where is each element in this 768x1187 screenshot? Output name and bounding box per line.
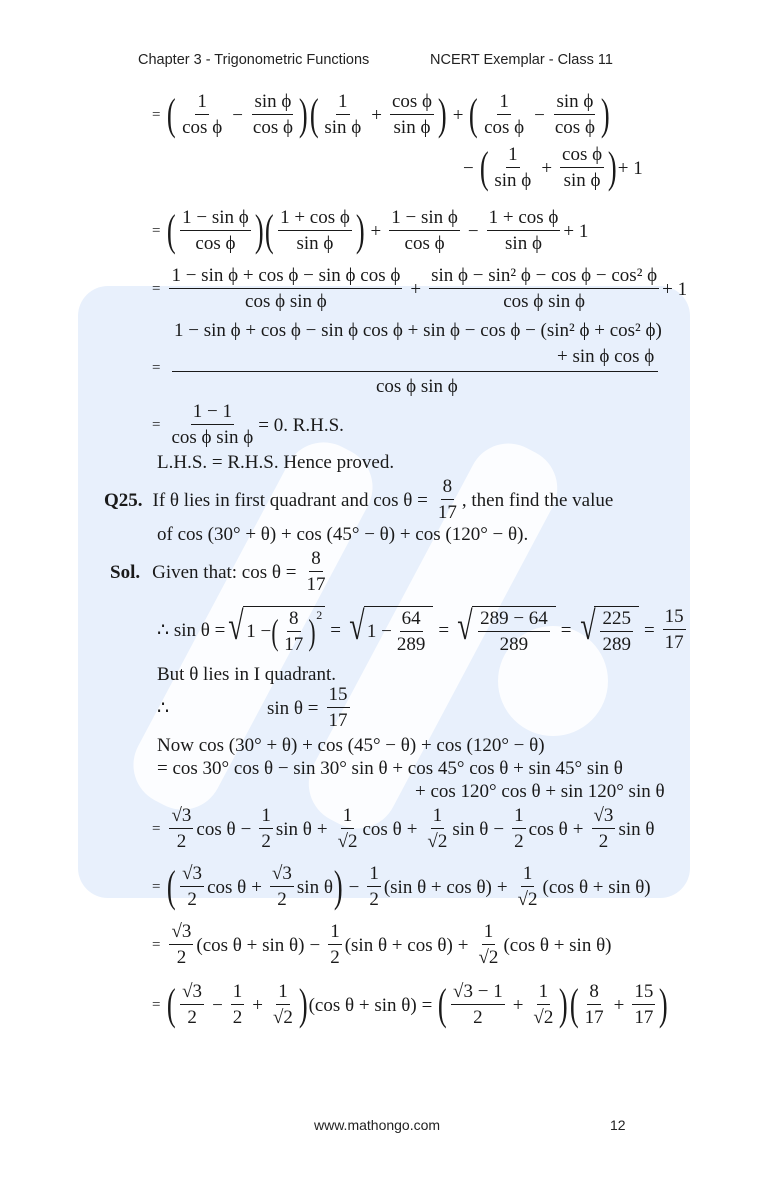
book-title: NCERT Exemplar - Class 11 <box>430 52 613 68</box>
question-q25: Q25. If θ lies in first quadrant and cos θ = $\frac{8}{17}$ , then find the value <box>104 476 614 523</box>
square-root: √ $\frac{225}{289}$ <box>577 606 639 655</box>
quadrant-note: But θ lies in I quadrant. <box>157 664 337 685</box>
expand-line-2: + cos 120° cos θ + sin 120° sin θ <box>415 781 665 802</box>
fraction: $\frac{\text{sin ϕ − sin² ϕ − cos ϕ − cos² ϕ}}{\text{cos ϕ sin ϕ}}$ <box>431 265 658 312</box>
fraction: $\frac{\text{sin ϕ}}{\text{cos ϕ}}$ <box>554 91 595 138</box>
solution-step-c: = $\frac{√3}{2}$ (cos θ + sin θ) − $\frac{1}{2}$ (sin θ + cos θ) + $\frac{1}{√2}$ (cos θ + sin θ) <box>152 921 612 968</box>
fraction-bar <box>172 371 658 372</box>
fraction: $\frac{1}{\text{sin ϕ}}$ <box>324 91 362 138</box>
question-line-2: of cos (30° + θ) + cos (45° − θ) + cos (120° − θ). <box>157 524 529 545</box>
sin-theta-result: ∴ sin θ = $\frac{15}{17}$ <box>157 684 348 731</box>
fraction: $\frac{\text{cos ϕ}}{\text{sin ϕ}}$ <box>391 91 433 138</box>
fraction: $\frac{1 - 1}{\text{cos ϕ sin ϕ}}$ <box>171 401 254 448</box>
proof-step-4-num-line1: 1 − sin ϕ + cos ϕ − sin ϕ cos ϕ + sin ϕ − cos ϕ − (sin² ϕ + cos² ϕ) <box>174 320 662 341</box>
solution-step-b: = ( $\frac{√3}{2}$ cos θ + $\frac{√3}{2}$ sin θ ) − $\frac{1}{2}$ (sin θ + cos θ) + $\frac{1}{√2}$ (cos θ + sin θ) <box>152 862 651 911</box>
fraction: $\frac{\text{1 + cos ϕ}}{\text{sin ϕ}}$ <box>488 207 559 254</box>
proof-step-5: = $\frac{1 - 1}{\text{cos ϕ sin ϕ}}$ = 0. R.H.S. <box>152 401 344 448</box>
expand-line-1: = cos 30° cos θ − sin 30° sin θ + cos 45° cos θ + sin 45° sin θ <box>157 758 623 779</box>
square-root: √ 1 − $\frac{64}{289}$ <box>346 606 433 655</box>
proof-step-4-den: cos ϕ sin ϕ <box>376 376 458 397</box>
fraction: $\frac{15}{17}$ <box>328 684 348 731</box>
fraction: $\frac{\text{1 − sin ϕ + cos ϕ − sin ϕ cos ϕ}}{\text{cos ϕ sin ϕ}}$ <box>171 265 401 312</box>
proof-step-3: = $\frac{\text{1 − sin ϕ + cos ϕ − sin ϕ cos ϕ}}{\text{cos ϕ sin ϕ}}$ + $\frac{\text{sin ϕ − sin² ϕ − cos ϕ − cos² ϕ}}{\text{cos ϕ sin ϕ}}$ + 1 <box>152 265 688 312</box>
chapter-title: Chapter 3 - Trigonometric Functions <box>138 52 370 68</box>
proof-conclusion: L.H.S. = R.H.S. Hence proved. <box>157 452 395 473</box>
solution-label: Sol. <box>110 561 141 583</box>
proof-step-2: = ( $\frac{\text{1 − sin ϕ}}{\text{cos ϕ}}$ ) ( $\frac{\text{1 + cos ϕ}}{\text{sin ϕ}}$ ) + $\frac{\text{1 − sin ϕ}}{\text{cos ϕ}}$ − $\frac{\text{1 + cos ϕ}}{\text{sin ϕ}}$ + 1 <box>152 206 589 255</box>
solution-sin-derivation: ∴ sin θ = √ 1 − ( $\frac{8}{17}$ ) $^2$ = √ 1 − $\frac{64}{289}$ = √ $\frac{289 - 64}{289}$ = √ $\frac{225}{289}$ = $\frac{15}{17}$ <box>157 602 684 655</box>
fraction: $\frac{\text{cos ϕ}}{\text{sin ϕ}}$ <box>562 144 603 191</box>
now-line: Now cos (30° + θ) + cos (45° − θ) + cos (120° − θ) <box>157 735 545 756</box>
proof-step-4-num-line2: + sin ϕ cos ϕ <box>557 346 655 367</box>
square-root: √ $\frac{289 - 64}{289}$ <box>454 606 556 655</box>
fraction: $\frac{1}{\text{cos ϕ}}$ <box>182 91 223 138</box>
fraction: $\frac{\text{1 − sin ϕ}}{\text{cos ϕ}}$ <box>182 207 249 254</box>
solution-step-d: = ( $\frac{√3}{2}$ − $\frac{1}{2}$ + $\frac{1}{√2}$ ) (cos θ + sin θ) = ( $\frac{√3 - 1}{2}$ + $\frac{1}{√2}$ ) ( $\frac{8}{17}$ + $\frac{15}{17}$ ) <box>152 980 669 1029</box>
solution-step-a: = $\frac{√3}{2}$ cos θ − $\frac{1}{2}$ sin θ + $\frac{1}{√2}$ cos θ + $\frac{1}{√2}$ sin θ − $\frac{1}{2}$ cos θ + $\frac{√3}{2}$ sin θ <box>152 805 655 852</box>
page-number: 12 <box>610 1117 626 1133</box>
fraction: $\frac{\text{sin ϕ}}{\text{cos ϕ}}$ <box>252 91 293 138</box>
fraction: $\frac{8}{17}$ <box>306 548 326 595</box>
footer-url-link[interactable]: www.mathongo.com <box>314 1117 441 1133</box>
fraction: $\frac{1}{\text{sin ϕ}}$ <box>494 144 532 191</box>
proof-step-4-eq: = <box>152 360 161 376</box>
question-label: Q25. <box>104 489 143 511</box>
fraction: $\frac{15}{17}$ <box>664 606 684 653</box>
fraction: $\frac{8}{17}$ <box>437 476 457 523</box>
proof-step-1: = ( $\frac{1}{\text{cos ϕ}}$ − $\frac{\text{sin ϕ}}{\text{cos ϕ}}$ ) ( $\frac{1}{\text{sin ϕ}}$ + $\frac{\text{cos ϕ}}{\text{sin ϕ}}$ ) + ( $\frac{1}{\text{cos ϕ}}$ − $\frac{\text{sin ϕ}}{\text{cos ϕ}}$ ) <box>152 90 610 139</box>
solution-given: Sol. Given that: cos θ = $\frac{8}{17}$ <box>110 548 326 595</box>
fraction: $\frac{1}{\text{cos ϕ}}$ <box>484 91 525 138</box>
page-header <box>0 52 768 72</box>
fraction: $\frac{\text{1 − sin ϕ}}{\text{cos ϕ}}$ <box>391 207 458 254</box>
proof-step-1-cont: − ( $\frac{1}{\text{sin ϕ}}$ + $\frac{\text{cos ϕ}}{\text{sin ϕ}}$ ) + 1 <box>463 143 643 192</box>
square-root: √ 1 − ( $\frac{8}{17}$ ) $^2$ <box>225 606 325 655</box>
fraction: $\frac{\text{1 + cos ϕ}}{\text{sin ϕ}}$ <box>280 207 350 254</box>
